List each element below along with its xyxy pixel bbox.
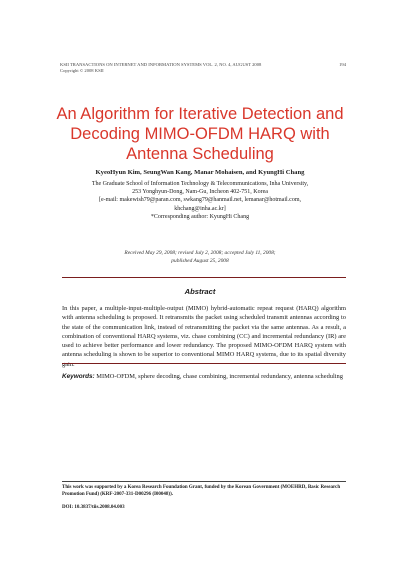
abstract-top-rule [62,277,346,278]
journal-header [60,62,346,75]
funding-footnote: This work was supported by a Korea Research Foundation Grant, funded by the Korean Government (MOEHRD, Basic Research Promotion Fund) (KRF-2007-331-D00296 (I00048)). [62,485,341,497]
page-number: 194 [339,62,346,67]
dates-line: published August 25, 2008 [171,257,229,264]
keywords-block [62,372,346,381]
dates-line: Received May 29, 2008; revised July 2, 2008; accepted July 11, 2008; [124,250,276,256]
journal-line: KSII TRANSACTIONS ON INTERNET AND INFORMATION SYSTEMS VOL. 2, NO. 4, AUGUST 2008 [60,62,262,67]
abstract-heading: Abstract [184,287,216,296]
keywords-text: MIMO-OFDM, sphere decoding, chase combining, incremental redundancy, antenna scheduling [96,373,343,380]
email-line: [e-mail: makewish79@paran.com, swkang79@hanmail.net, lemanar@hotmail.com, [98,197,302,204]
paper-title: An Algorithm for Iterative Detection and Decoding MIMO-OFDM HARQ with Antenna Scheduling [56,105,344,163]
publication-dates [40,250,360,265]
doi: DOI: 10.3837/tiis.2008.04.003 [62,505,125,510]
abstract-bottom-rule [62,363,346,364]
affiliation-line: 253 Yonghyun-Dong, Nam-Gu, Incheon 402-751, Korea [132,189,268,196]
keywords-label: Keywords: [62,373,95,380]
author-list: KyeoHyun Kim, SeungWan Kang, Manar Mohaisen, and KyungHi Chang [95,169,305,176]
abstract-text: In this paper, a multiple-input-multiple-output (MIMO) hybrid-automatic repeat request (HARQ) algorithm with antenna scheduling is proposed. It retransmits the packet using scheduled transmit antennas according to the state of the communication link, instead of retransmitting the packet via the same antennas. As a result, a combination of conventional HARQ systems, viz. chase combining (CC) and incremental redundancy (IR) are used to achieve better performance and lower redundancy. The proposed MIMO-OFDM HARQ system with antenna scheduling is shown to be superior to conventional MIMO HARQ systems, due to its spatial diversity gain. [62,305,346,368]
footnote-rule [62,481,346,482]
copyright: Copyright © 2008 KSII [60,68,104,74]
affiliation-line: The Graduate School of Information Technology & Telecommunications, Inha University, [91,181,309,187]
corresponding-author: *Corresponding author: KyungHi Chang [150,213,250,220]
affiliation-block [40,180,360,221]
email-line: khchang@inha.ac.kr] [174,205,226,212]
